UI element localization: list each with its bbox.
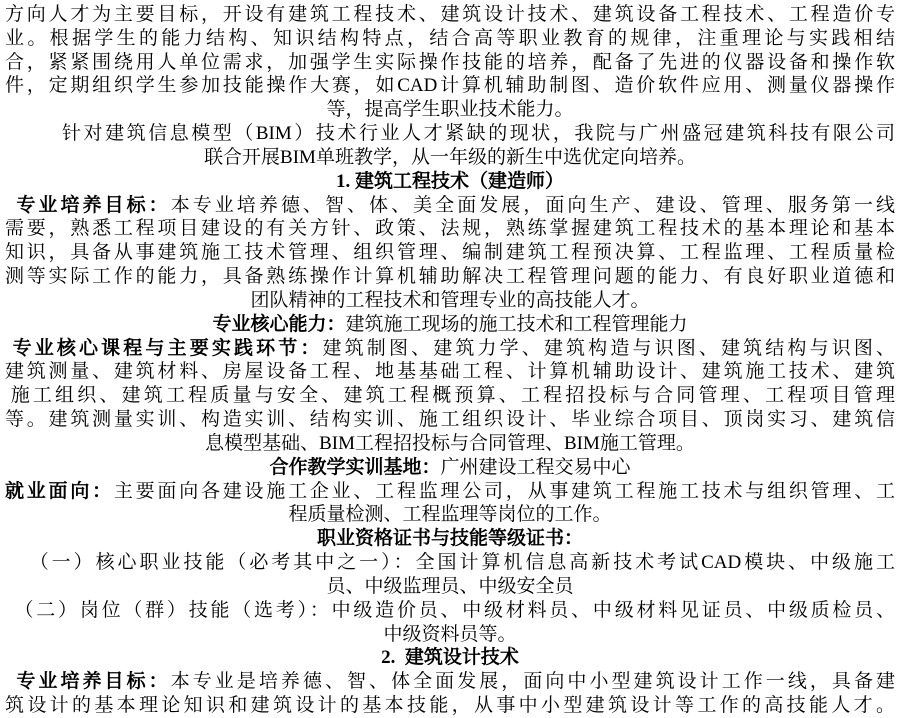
text-line <box>5 694 895 718</box>
text-segment: 息模型基础、BIM工程招投标与合同管理、BIM施工管理。 <box>205 432 695 454</box>
text-segment: （二）岗位（群）技能（选考）：中级造价员、中级材料员、中级材料见证员、中级质检员、 <box>14 599 895 621</box>
text-segment: 广州建设工程交易中心 <box>440 456 631 478</box>
text-segment-bold: 职业资格证书与技能等级证书： <box>316 528 583 550</box>
text-line <box>5 646 895 670</box>
text-line <box>5 551 895 575</box>
text-segment: 业。根据学生的能力结构、知识结构特点，结合高等职业教育的规律，注重理论与实践相结 <box>5 27 895 49</box>
text-segment: 建筑施工现场的施工技术和工程管理能力 <box>345 313 688 335</box>
text-segment: （一）核心职业技能（必考其中之一）：全国计算机信息高新技术考试CAD模块、中级施工 <box>29 552 895 574</box>
text-segment-bold: 专业核心能力： <box>212 313 346 335</box>
text-segment: 等。建筑测量实训、构造实训、结构实训、施工组织设计、毕业综合项目、顶岗实习、建筑信 <box>5 409 895 431</box>
text-segment: 本专业是培养德、智、体全面发展，面向中小型建筑设计工作一线，具备建 <box>170 671 895 693</box>
text-segment: 中级资料员等。 <box>383 623 517 645</box>
text-segment-bold: 专业核心课程与主要实践环节： <box>12 337 323 359</box>
text-segment: 施工组织、建筑工程质量与安全、建筑工程概预算、工程招投标与合同管理、工程项目管理 <box>10 385 895 407</box>
text-segment: 程质量检测、工程监理等岗位的工作。 <box>288 504 612 526</box>
text-segment: 件，定期组织学生参加技能操作大赛，如CAD计算机辅助制图、造价软件应用、测量仪器操作 <box>5 75 895 97</box>
text-segment: 需要，熟悉工程项目建设的有关方针、政策、法规，熟练掌握建筑工程技术的基本理论和基本 <box>5 218 895 240</box>
text-line <box>5 27 895 51</box>
text-segment: 筑设计的基本理论知识和建筑设计的基本技能，从事中小型建筑设计等工作的高技能人才。 <box>5 695 895 717</box>
text-line <box>5 98 895 122</box>
text-line <box>5 3 895 27</box>
text-line <box>5 623 895 647</box>
text-segment-bold: 1. 建筑工程技术（建造师） <box>335 170 564 192</box>
text-line <box>5 74 895 98</box>
text-line <box>5 480 895 504</box>
text-line <box>5 194 895 218</box>
text-segment: 针对建筑信息模型（BIM）技术行业人才紧缺的现状，我院与广州盛冠建筑科技有限公司 <box>62 123 895 145</box>
text-segment: 方向人才为主要目标，开设有建筑工程技术、建筑设计技术、建筑设备工程技术、工程造价专 <box>5 4 895 25</box>
text-line <box>5 432 895 456</box>
text-segment: 员、中级监理员、中级安全员 <box>326 575 574 597</box>
text-segment-bold: 专业培养目标： <box>16 671 171 693</box>
text-segment: 等，提高学生职业技术能力。 <box>326 99 574 121</box>
text-line <box>5 313 895 337</box>
text-line <box>5 241 895 265</box>
text-line <box>5 122 895 146</box>
text-line <box>5 265 895 289</box>
text-line <box>5 408 895 432</box>
text-line <box>5 289 895 313</box>
text-line <box>5 503 895 527</box>
text-line <box>5 170 895 194</box>
text-segment: 联合开展BIM单班教学，从一年级的新生中选优定向培养。 <box>204 146 696 168</box>
text-line <box>5 360 895 384</box>
text-segment: 建筑测量、建筑材料、房屋设备工程、地基基础工程、计算机辅助设计、建筑施工技术、建筑 <box>5 361 895 383</box>
text-segment-bold: 专业培养目标： <box>16 194 171 216</box>
text-segment-bold: 2. 建筑设计技术 <box>381 647 519 669</box>
text-line <box>5 337 895 361</box>
text-line <box>5 527 895 551</box>
text-line <box>5 217 895 241</box>
text-segment: 合，紧紧围绕用人单位需求，加强学生实际操作技能的培养，配备了先进的仪器设备和操作软 <box>5 51 895 73</box>
text-line <box>5 575 895 599</box>
text-segment: 知识，具备从事建筑施工技术管理、组织管理、编制建筑工程预决算、工程监理、工程质量检 <box>5 242 895 264</box>
text-line <box>5 384 895 408</box>
text-segment-bold: 合作教学实训基地： <box>269 456 441 478</box>
document-body <box>5 3 895 718</box>
text-line <box>5 670 895 694</box>
text-segment-bold: 就业面向： <box>5 480 114 502</box>
text-segment: 本专业培养德、智、体、美全面发展，面向生产、建设、管理、服务第一线 <box>170 194 895 216</box>
text-segment: 主要面向各建设施工企业、工程监理公司，从事建筑工程施工技术与组织管理、工 <box>113 480 895 502</box>
text-segment: 建筑制图、建筑力学、建筑构造与识图、建筑结构与识图、 <box>322 337 895 359</box>
text-segment: 测等实际工作的能力，具备熟练操作计算机辅助解决工程管理问题的能力、有良好职业道德和 <box>5 266 895 288</box>
text-segment: 团队精神的工程技术和管理专业的高技能人才。 <box>250 289 650 311</box>
text-line <box>5 51 895 75</box>
text-line <box>5 456 895 480</box>
text-line <box>5 599 895 623</box>
text-line <box>5 146 895 170</box>
